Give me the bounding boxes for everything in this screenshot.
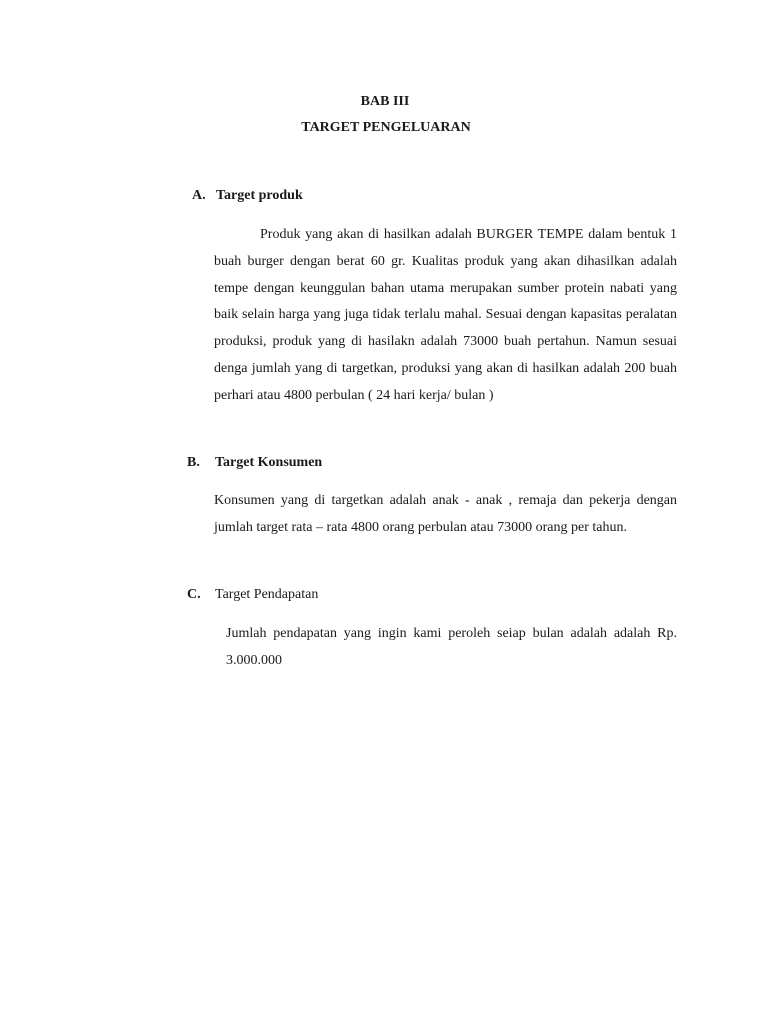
chapter-number: BAB III [360,94,410,109]
section-letter: B. [187,455,200,470]
section-letter: A. [192,188,206,203]
section-title: Target produk [216,188,303,203]
section-body-target-konsumen: Konsumen yang di targetkan adalah anak - anak , remaja dan pekerja dengan jumlah target rata – rata 4800 orang perbulan atau 73000 orang per tahun. [214,493,677,535]
chapter-title: TARGET PENGELUARAN [301,120,471,135]
section-title: Target Konsumen [215,455,323,470]
section-body-target-pendapatan: Jumlah pendapatan yang ingin kami peroleh seiap bulan adalah adalah Rp. 3.000.000 [226,626,677,668]
section-title: Target Pendapatan [215,587,319,602]
section-letter: C. [187,587,201,602]
section-body-target-produk: Produk yang akan di hasilkan adalah BURGER TEMPE dalam bentuk 1 buah burger dengan berat 60 gr. Kualitas produk yang akan dihasilkan adalah tempe dengan keunggulan bahan utama merupakan sumber protein nabati yang baik selain harga yang juga tidak terlalu mahal. Sesuai dengan kapasitas peralatan produksi, produk yang di hasilakn adalah 73000 buah pertahun. Namun sesuai denga jumlah yang di targetkan, produksi yang akan di hasilkan adalah 200 buah perhari atau 4800 perbulan ( 24 hari kerja/ bulan ) [214,227,677,403]
